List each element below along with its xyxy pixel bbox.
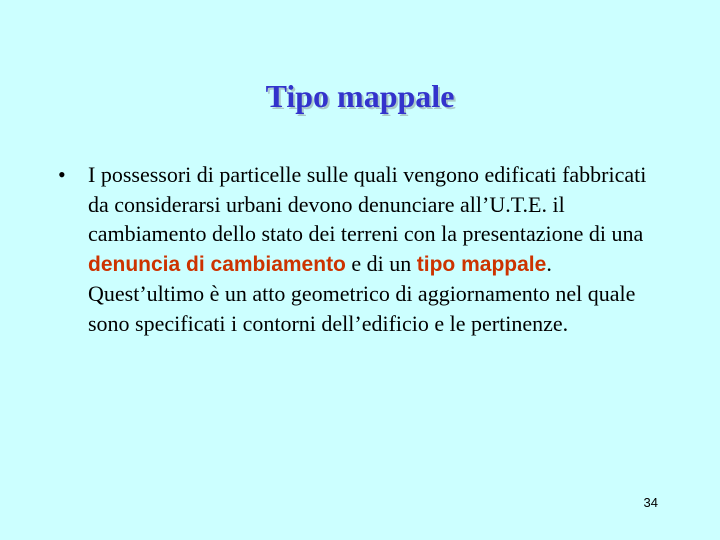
bullet-text <box>88 160 658 338</box>
page-number: 34 <box>643 495 658 510</box>
highlight-tipo-mappale: tipo mappale <box>416 252 547 276</box>
highlight-denuncia-di-cambiamento: denuncia di cambiamento <box>88 252 346 276</box>
body-text-part3: . Quest’ultimo è un atto geometrico di aggiornamento nel quale sono specificati i contorni dell’edificio e le pertinenze. <box>88 250 636 336</box>
body-text-part2: e di un <box>345 250 417 276</box>
bullet-icon: • <box>58 162 66 187</box>
bullet-item <box>58 160 658 338</box>
slide-title: Tipo mappale <box>265 78 455 114</box>
body-text-part1: I possessori di particelle sulle quali vengono edificati fabbricati da considerarsi urbani devono denunciare all’U.T.E. il cambiamento dello stato dei terreni con la presentazione di una <box>88 162 647 246</box>
